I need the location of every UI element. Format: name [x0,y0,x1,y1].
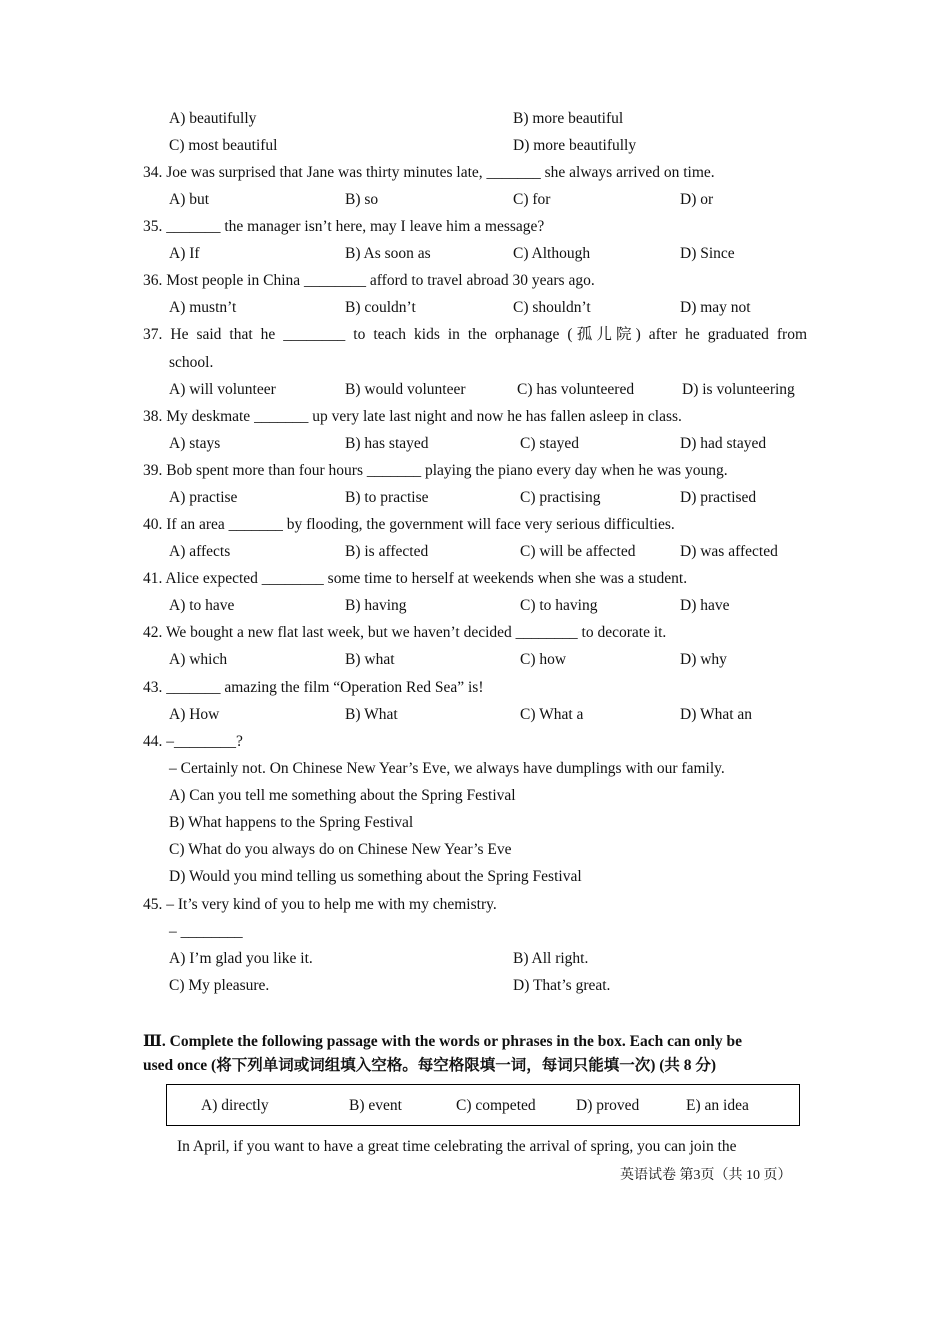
q39-stem: 39. Bob spent more than four hours _______ playing the piano every day when he was young. [143,462,728,479]
q43-option-d: D) What an [680,706,753,723]
q43-stem: 43. _______ amazing the film “Operation Red Sea” is! [143,679,484,696]
q41-option-b: B) having [345,597,407,614]
q45-reply: – ________ [169,923,243,940]
word-box-item-e: E) an idea [686,1097,749,1114]
q36-option-d: D) may not [680,299,751,316]
q34-stem: 34. Joe was surprised that Jane was thirty minutes late, _______ she always arrived on time. [143,164,715,181]
q45-stem: 45. – It’s very kind of you to help me with my chemistry. [143,896,497,913]
q33-option-a: A) beautifully [169,110,257,127]
q42-option-d: D) why [680,651,727,668]
q35-option-c: C) Although [513,245,591,262]
q44-stem: 44. –________? [143,733,243,750]
q35-option-d: D) Since [680,245,735,262]
q38-option-d: D) had stayed [680,435,767,452]
q44-option-a: A) Can you tell me something about the Spring Festival [169,787,516,804]
q40-option-b: B) is affected [345,543,429,560]
word-box-item-a: A) directly [201,1097,269,1114]
word-box-item-c: C) competed [456,1097,536,1114]
page-footer: 英语试卷 第3页（共 10 页） [620,1168,792,1183]
q40-stem: 40. If an area _______ by flooding, the government will face very serious difficulties. [143,516,675,533]
q37-option-c: C) has volunteered [517,381,635,398]
q36-option-a: A) mustn’t [169,299,237,316]
q38-option-b: B) has stayed [345,435,429,452]
q45-option-a: A) I’m glad you like it. [169,950,313,967]
q39-option-a: A) practise [169,489,238,506]
q33-option-d: D) more beautifully [513,137,637,154]
word-box-item-b: B) event [349,1097,402,1114]
word-box-item-d: D) proved [576,1097,640,1114]
q41-option-d: D) have [680,597,730,614]
q42-stem: 42. We bought a new flat last week, but we haven’t decided ________ to decorate it. [143,624,667,641]
q37-stem: 37. He said that he ________ to teach kids in the orphanage (孤儿院) after he graduated from [143,326,807,343]
q35-option-a: A) If [169,245,200,262]
q41-stem: 41. Alice expected ________ some time to herself at weekends when she was a student. [143,570,688,587]
q45-option-d: D) That’s great. [513,977,611,994]
q37-option-a: A) will volunteer [169,381,276,398]
q43-option-a: A) How [169,706,220,723]
q44-reply: – Certainly not. On Chinese New Year’s Eve, we always have dumplings with our family. [169,760,725,777]
q37-option-d: D) is volunteering [682,381,795,398]
q42-option-c: C) how [520,651,567,668]
q34-option-d: D) or [680,191,714,208]
section3-heading-line1: Ⅲ. Complete the following passage with the words or phrases in the box. Each can only be [143,1033,743,1050]
q39-option-d: D) practised [680,489,757,506]
q38-option-a: A) stays [169,435,221,452]
q37-stem-continued: school. [169,354,214,371]
q41-option-a: A) to have [169,597,235,614]
q45-option-c: C) My pleasure. [169,977,270,994]
q35-option-b: B) As soon as [345,245,431,262]
q45-option-b: B) All right. [513,950,589,967]
q34-option-a: A) but [169,191,210,208]
word-box [166,1084,800,1126]
q43-option-b: B) What [345,706,398,723]
q33-option-b: B) more beautiful [513,110,624,127]
q43-option-c: C) What a [520,706,584,723]
q39-option-b: B) to practise [345,489,429,506]
q37-option-b: B) would volunteer [345,381,466,398]
passage-text: In April, if you want to have a great time celebrating the arrival of spring, you can join the [177,1138,737,1155]
q42-option-a: A) which [169,651,228,668]
q44-option-b: B) What happens to the Spring Festival [169,814,414,831]
q41-option-c: C) to having [520,597,598,614]
q38-stem: 38. My deskmate _______ up very late last night and now he has fallen asleep in class. [143,408,682,425]
q36-stem: 36. Most people in China ________ afford to travel abroad 30 years ago. [143,272,595,289]
q33-option-c: C) most beautiful [169,137,278,154]
section3-heading-line2: used once (将下列单词或词组填入空格。每空格限填一词，每词只能填一次) (共 8 分) [143,1057,717,1074]
q36-option-b: B) couldn’t [345,299,416,316]
q34-option-c: C) for [513,191,551,208]
q40-option-a: A) affects [169,543,231,560]
q36-option-c: C) shouldn’t [513,299,591,316]
q35-stem: 35. _______ the manager isn’t here, may I leave him a message? [143,218,545,235]
q39-option-c: C) practising [520,489,601,506]
q40-option-d: D) was affected [680,543,778,560]
q40-option-c: C) will be affected [520,543,636,560]
q44-option-c: C) What do you always do on Chinese New Year’s Eve [169,841,512,858]
q38-option-c: C) stayed [520,435,579,452]
q44-option-d: D) Would you mind telling us something about the Spring Festival [169,868,582,885]
q34-option-b: B) so [345,191,379,208]
q42-option-b: B) what [345,651,395,668]
